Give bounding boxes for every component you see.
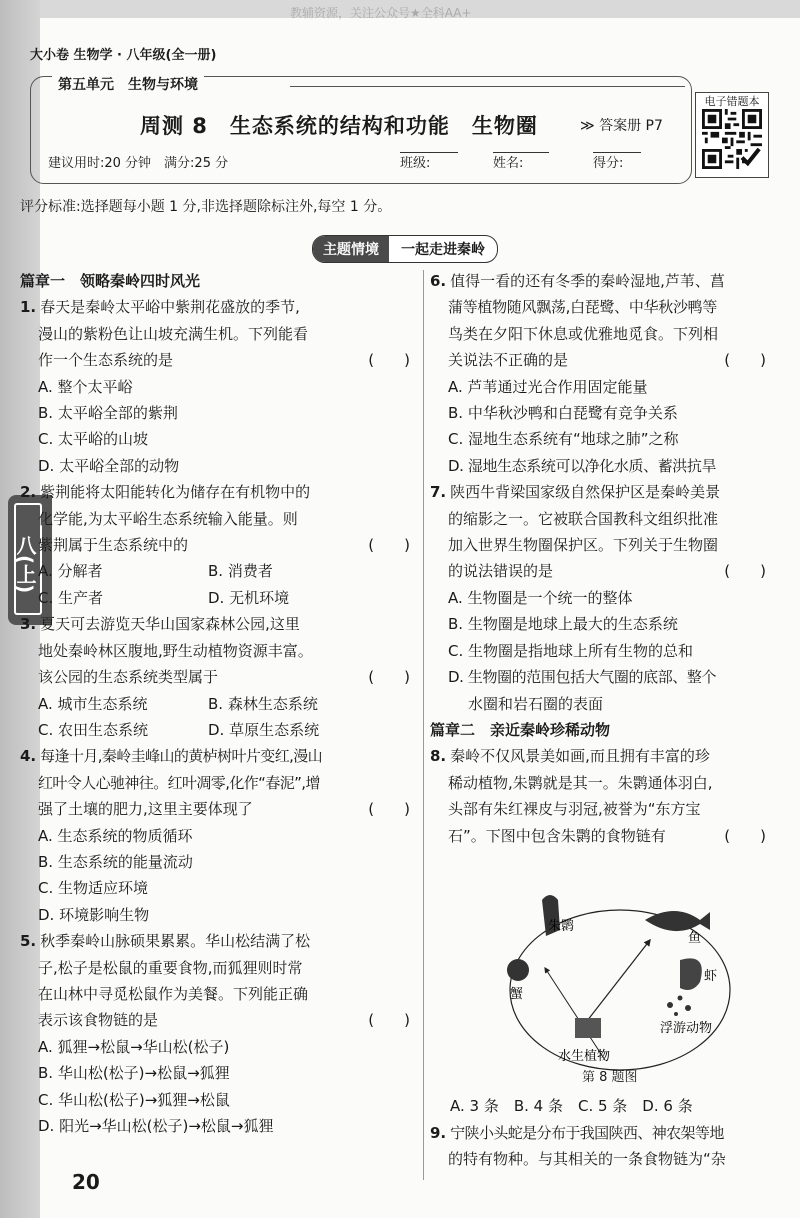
option-b[interactable]: B. 生态系统的能量流动 bbox=[38, 852, 193, 871]
option-b[interactable]: B. 森林生态系统 bbox=[208, 694, 318, 713]
question-9 bbox=[430, 1120, 775, 1172]
question-number: 5. bbox=[20, 932, 37, 951]
question-8 bbox=[430, 743, 774, 849]
answer-blank[interactable]: ( ) bbox=[724, 351, 766, 370]
question-text: 在山林中寻觅松鼠作为美餐。下列能正确 bbox=[38, 984, 309, 1003]
option-d[interactable]: D. 生物圈的范围包括大气圈的底部、整个 bbox=[448, 668, 717, 687]
question-4 bbox=[20, 743, 418, 928]
answer-blank[interactable]: ( ) bbox=[724, 562, 766, 581]
question-number: 4. bbox=[20, 747, 37, 766]
question-text: 宁陕小头蛇是分布于我国陕西、神农架等地 bbox=[450, 1124, 724, 1142]
option-d[interactable]: D. 环境影响生物 bbox=[38, 905, 150, 924]
option-d[interactable]: D. 无机环境 bbox=[208, 588, 290, 607]
question-8-options[interactable]: A. 3 条 B. 4 条 C. 5 条 D. 6 条 bbox=[450, 1097, 693, 1115]
question-number: 2. bbox=[20, 483, 37, 502]
watermark: 教辅资源，关注公众号★全科AA+ bbox=[290, 6, 472, 20]
question-number: 6. bbox=[430, 272, 447, 290]
question-text: 夏天可去游览天华山国家森林公园,这里 bbox=[40, 615, 300, 634]
name-label: 姓名: bbox=[493, 156, 524, 171]
question-text: 紫荆能将太阳能转化为储存在有机物中的 bbox=[40, 483, 311, 502]
option-b[interactable]: B. 中华秋沙鸭和白琵鹭有竞争关系 bbox=[448, 404, 678, 423]
question-text: 稀动植物,朱鹮就是其一。朱鹮通体羽白, bbox=[448, 773, 713, 792]
aquatic-plant-icon bbox=[575, 1018, 601, 1038]
option-b[interactable]: B. 消费者 bbox=[208, 562, 273, 581]
option-a[interactable]: A. 生物圈是一个统一的整体 bbox=[448, 588, 633, 607]
qr-code-box[interactable] bbox=[695, 92, 769, 178]
question-text: 地处秦岭林区腹地,野生动植物资源丰富。 bbox=[38, 641, 313, 660]
food-web-diagram bbox=[470, 880, 770, 1090]
answer-reference: ≫ 答案册 P7 bbox=[580, 118, 663, 134]
question-text: 子,松子是松鼠的重要食物,而狐狸则时常 bbox=[38, 958, 303, 977]
option-c[interactable]: C. 华山松(松子)→狐狸→松鼠 bbox=[38, 1090, 230, 1109]
section-heading: 篇章二 亲近秦岭珍稀动物 bbox=[430, 720, 611, 739]
question-text: 值得一看的还有冬季的秦岭湿地,芦苇、菖 bbox=[450, 272, 725, 290]
shrimp-icon bbox=[680, 958, 702, 990]
question-7 bbox=[430, 479, 774, 717]
question-text: 石”。下图中包含朱鹮的食物链有 bbox=[448, 826, 666, 845]
question-text: 关说法不正确的是 bbox=[448, 351, 569, 370]
question-text: 鸟类在夕阳下休息或优雅地觅食。下列相 bbox=[448, 324, 719, 343]
label-crab: 蟹 bbox=[510, 987, 524, 1002]
option-a[interactable]: A. 分解者 bbox=[38, 562, 103, 581]
question-text: 该公园的生态系统类型属于 bbox=[38, 668, 219, 687]
answer-blank[interactable]: ( ) bbox=[724, 826, 766, 845]
answer-blank[interactable]: ( ) bbox=[368, 536, 410, 555]
option-d[interactable]: D. 太平峪全部的动物 bbox=[38, 456, 180, 475]
question-number: 7. bbox=[430, 483, 447, 502]
option-a[interactable]: A. 芦苇通过光合作用固定能量 bbox=[448, 377, 648, 396]
answer-blank[interactable]: ( ) bbox=[368, 800, 410, 819]
option-c[interactable]: C. 湿地生态系统有“地球之肺”之称 bbox=[448, 430, 679, 449]
question-text: 化学能,为太平峪生态系统输入能量。则 bbox=[38, 509, 298, 528]
scoring-criteria: 评分标准:选择题每小题 1 分,非选择题除标注外,每空 1 分。 bbox=[20, 199, 392, 215]
option-a[interactable]: A. 生态系统的物质循环 bbox=[38, 826, 193, 845]
option-b[interactable]: B. 华山松(松子)→松鼠→狐狸 bbox=[38, 1064, 230, 1083]
question-number: 1. bbox=[20, 298, 37, 317]
question-text: 的缩影之一。它被联合国教科文组织批准 bbox=[448, 509, 719, 528]
theme-label: 主题情境 bbox=[313, 236, 389, 262]
question-2 bbox=[20, 479, 418, 611]
question-text: 强了土壤的肥力,这里主要体现了 bbox=[38, 800, 253, 819]
option-c[interactable]: C. 生物圈是指地球上所有生物的总和 bbox=[448, 641, 694, 660]
question-3 bbox=[20, 611, 418, 743]
qr-label: 电子错题本 bbox=[704, 95, 760, 108]
grade-tab-label: 八(上) bbox=[14, 503, 42, 615]
option-a[interactable]: A. 狐狸→松鼠→华山松(松子) bbox=[38, 1037, 230, 1056]
option-a[interactable]: A. 城市生态系统 bbox=[38, 694, 148, 713]
label-plankton: 浮游动物 bbox=[660, 1021, 713, 1036]
question-number: 8. bbox=[430, 747, 447, 766]
option-d-continued: 水圈和岩石圈的表面 bbox=[468, 694, 604, 713]
question-text: 秦岭不仅风景美如画,而且拥有丰富的珍 bbox=[450, 747, 710, 766]
figure-caption: 第 8 题图 bbox=[582, 1070, 638, 1085]
option-b[interactable]: B. 太平峪全部的紫荆 bbox=[38, 404, 178, 423]
question-text: 的特有物种。与其相关的一条食物链为“杂 bbox=[448, 1150, 726, 1168]
option-c[interactable]: C. 生产者 bbox=[38, 588, 104, 607]
option-d[interactable]: D. 草原生态系统 bbox=[208, 720, 320, 739]
question-text: 红叶令人心驰神往。红叶凋零,化作“春泥”,增 bbox=[38, 773, 320, 792]
question-text: 的说法错误的是 bbox=[448, 562, 554, 581]
class-label: 班级: bbox=[400, 156, 431, 171]
question-text: 漫山的紫粉色让山坡充满生机。下列能看 bbox=[38, 324, 309, 343]
option-d[interactable]: D. 阳光→华山松(松子)→松鼠→狐狸 bbox=[38, 1117, 274, 1135]
question-text: 陕西牛背梁国家级自然保护区是秦岭美景 bbox=[450, 483, 721, 502]
label-aquatic-plant: 水生植物 bbox=[558, 1049, 611, 1064]
arrow bbox=[580, 940, 650, 1030]
question-text: 头部有朱红裸皮与羽冠,被誉为“东方宝 bbox=[448, 800, 701, 819]
option-b[interactable]: B. 生物圈是地球上最大的生态系统 bbox=[448, 615, 678, 634]
answer-blank[interactable]: ( ) bbox=[368, 1011, 410, 1030]
question-text: 作一个生态系统的是 bbox=[38, 351, 174, 370]
score-label: 得分: bbox=[593, 156, 624, 171]
qr-code-icon bbox=[702, 109, 762, 169]
theme-banner bbox=[312, 235, 498, 263]
page-number: 20 bbox=[72, 1170, 100, 1194]
theme-text: 一起走进秦岭 bbox=[401, 242, 485, 258]
option-c[interactable]: C. 生物适应环境 bbox=[38, 879, 149, 898]
right-column bbox=[430, 268, 774, 849]
answer-blank[interactable]: ( ) bbox=[368, 668, 410, 687]
question-6 bbox=[430, 268, 774, 479]
crab-icon bbox=[507, 959, 529, 981]
option-a[interactable]: A. 整个太平峪 bbox=[38, 377, 133, 396]
label-ibis: 朱鹮 bbox=[548, 919, 575, 934]
question-text: 春天是秦岭太平峪中紫荆花盛放的季节, bbox=[40, 298, 300, 317]
question-text: 表示该食物链的是 bbox=[38, 1011, 159, 1030]
unit-title: 第五单元 生物与环境 bbox=[52, 74, 204, 94]
question-number: 3. bbox=[20, 615, 37, 634]
option-d[interactable]: D. 湿地生态系统可以净化水质、蓄洪抗旱 bbox=[448, 456, 717, 475]
question-text: 加入世界生物圈保护区。下列关于生物圈 bbox=[448, 536, 719, 555]
plankton-icon bbox=[667, 996, 691, 1017]
section-heading: 篇章一 领略秦岭四时风光 bbox=[20, 272, 201, 290]
column-divider bbox=[423, 270, 424, 1180]
question-text: 紫荆属于生态系统中的 bbox=[38, 536, 189, 555]
label-fish: 鱼 bbox=[688, 931, 702, 946]
question-text: 秋季秦岭山脉硕果累累。华山松结满了松 bbox=[40, 932, 311, 951]
book-title: 大小卷 生物学 · 八年级(全一册) bbox=[30, 48, 217, 63]
answer-blank[interactable]: ( ) bbox=[368, 351, 410, 370]
label-shrimp: 虾 bbox=[704, 969, 718, 984]
header-divider bbox=[290, 86, 685, 87]
option-c[interactable]: C. 太平峪的山坡 bbox=[38, 430, 149, 449]
question-text: 蒲等植物随风飘荡,白琵鹭、中华秋沙鸭等 bbox=[448, 298, 718, 317]
arrow bbox=[545, 968, 605, 1060]
question-5 bbox=[20, 928, 418, 1139]
time-score: 建议用时:20 分钟 满分:25 分 bbox=[48, 156, 229, 171]
option-c[interactable]: C. 农田生态系统 bbox=[38, 720, 149, 739]
question-text: 每逢十月,秦岭圭峰山的黄栌树叶片变红,漫山 bbox=[40, 747, 323, 766]
question-number: 9. bbox=[430, 1124, 447, 1142]
question-1 bbox=[20, 294, 418, 479]
page-title: 周测 8 生态系统的结构和功能 生物圈 bbox=[140, 114, 538, 138]
left-column bbox=[20, 268, 418, 1139]
